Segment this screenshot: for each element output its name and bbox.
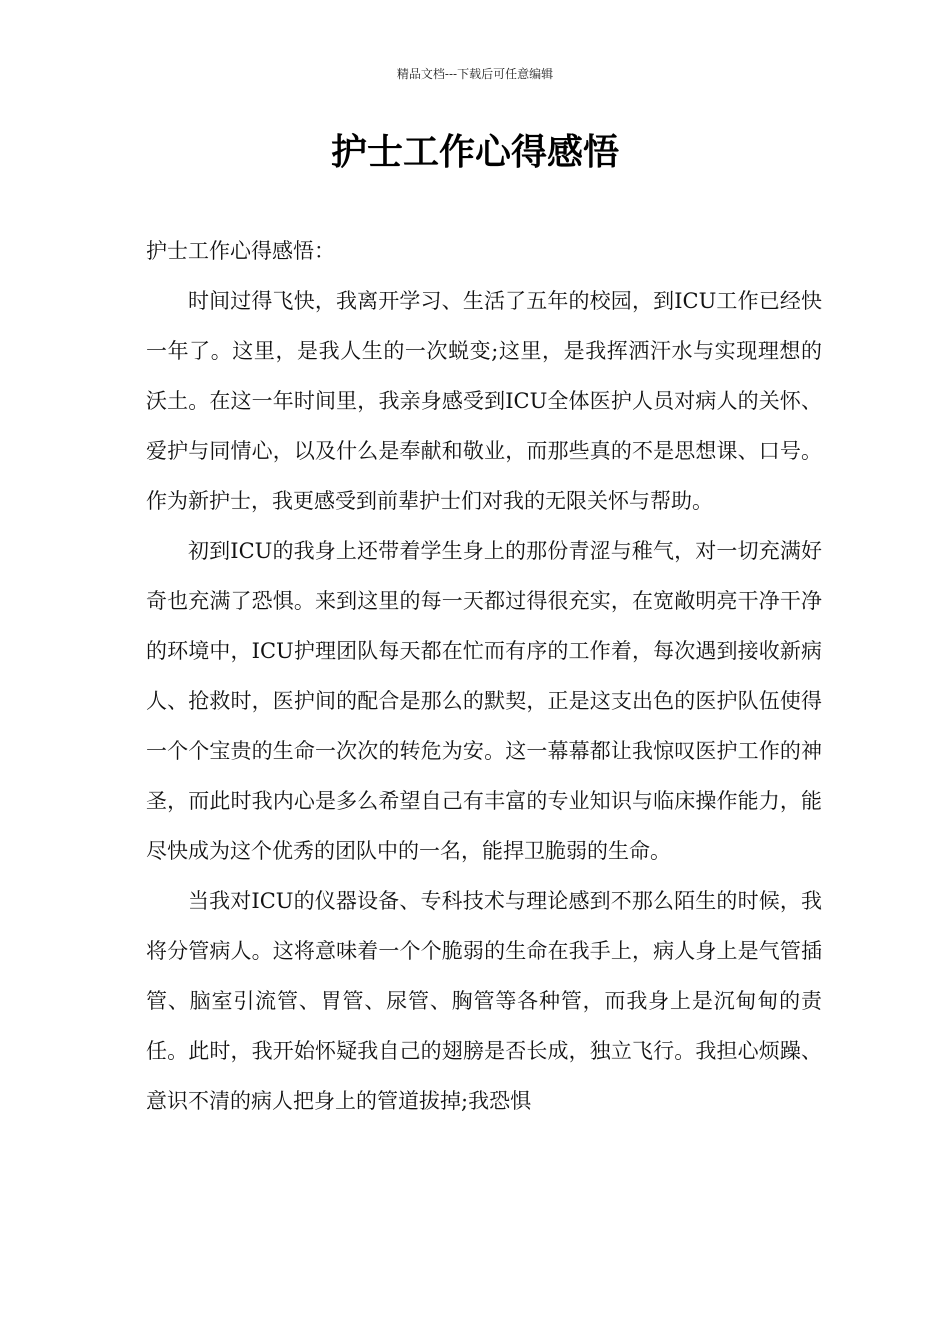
paragraph: 时间过得飞快，我离开学习、生活了五年的校园，到ICU工作已经快一年了。这里，是我人生的一次蜕变;这里，是我挥洒汗水与实现理想的沃土。在这一年时间里，我亲身感受到ICU全体医护人员对病人的关怀、爱护与同情心，以及什么是奉献和敬业，而那些真的不是思想课、口号。作为新护士，我更感受到前辈护士们对我的无限关怀与帮助。 xyxy=(146,289,822,513)
paragraph: 当我对ICU的仪器设备、专科技术与理论感到不那么陌生的时候，我将分管病人。这将意味着一个个脆弱的生命在我手上，病人身上是气管插管、脑室引流管、胃管、尿管、胸管等各种管，而我身上是沉甸甸的责任。此时，我开始怀疑我自己的翅膀是否长成，独立飞行。我担心烦躁、意识不清的病人把身上的管道拔掉;我恐惧 xyxy=(146,889,822,1113)
header-note: 精品文档---下载后可任意编辑 xyxy=(396,67,554,81)
document-body xyxy=(146,226,822,1126)
document-title: 护士工作心得感悟 xyxy=(330,131,619,173)
paragraph: 初到ICU的我身上还带着学生身上的那份青涩与稚气，对一切充满好奇也充满了恐惧。来到这里的每一天都过得很充实，在宽敞明亮干净干净的环境中，ICU护理团队每天都在忙而有序的工作着，每次遇到接收新病人、抢救时，医护间的配合是那么的默契，正是这支出色的医护队伍使得一个个宝贵的生命一次次的转危为安。这一幕幕都让我惊叹医护工作的神圣，而此时我内心是多么希望自己有丰富的专业知识与临床操作能力，能尽快成为这个优秀的团队中的一名，能捍卫脆弱的生命。 xyxy=(146,539,822,863)
intro-line: 护士工作心得感悟： xyxy=(146,239,335,263)
